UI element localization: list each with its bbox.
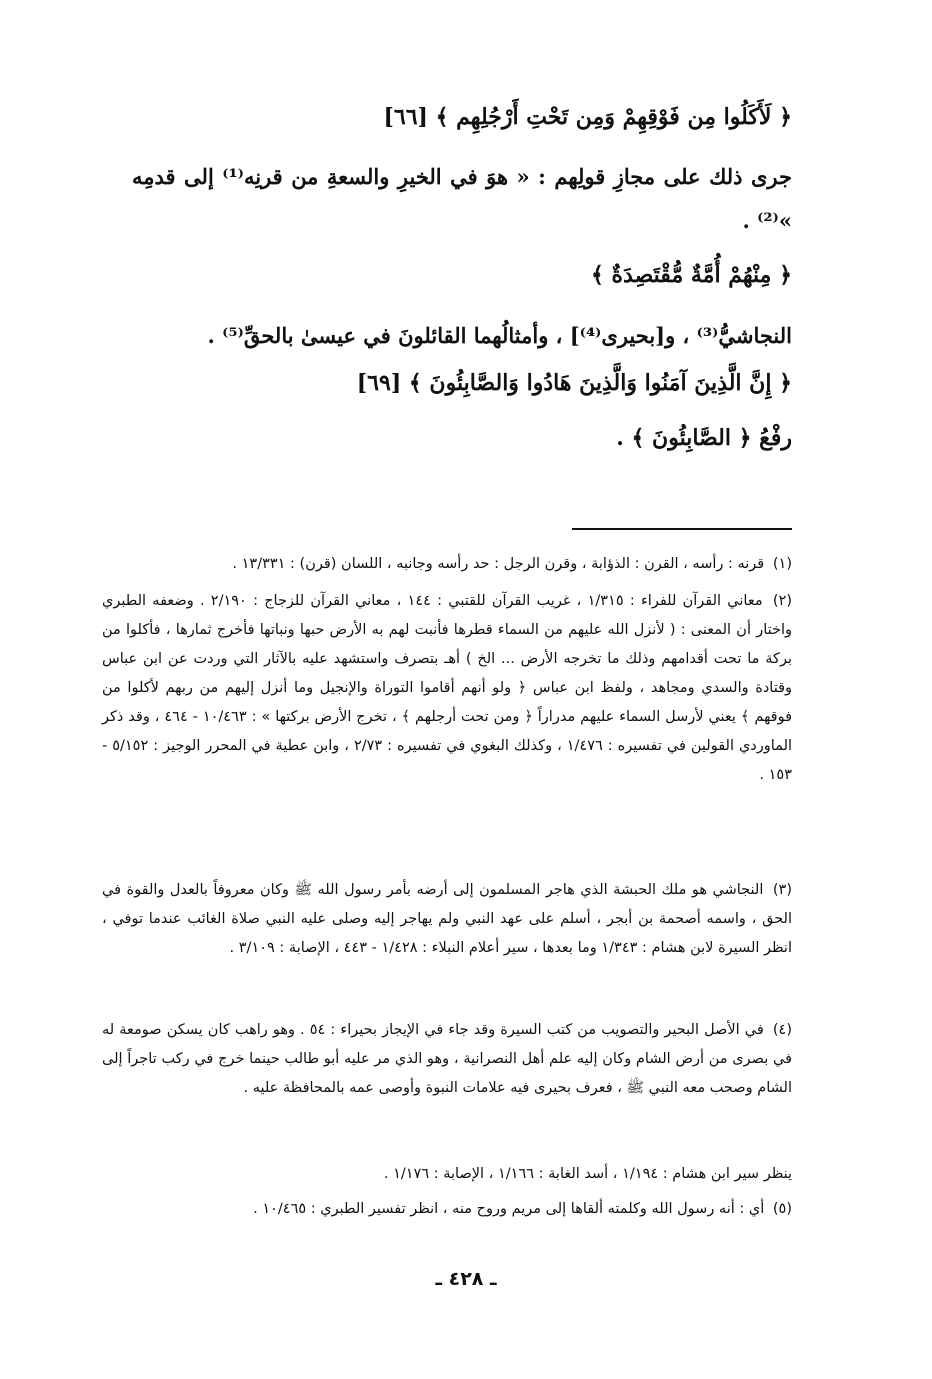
footnote-1: [102, 550, 792, 579]
quran-verse-66: ﴿ لَأَكَلُوا مِن فَوْقِهِمْ وَمِن تَحْتِ أَرْجُلِهِم ﴾ [٦٦]: [383, 104, 792, 130]
footnote-number: (١): [772, 556, 792, 572]
footnote-text: ينظر سير ابن هشام : ١/١٩٤ ، أسد الغابة : ١/١٦٦ ، الإصابة : ١/١٧٦ .: [383, 1166, 792, 1182]
footnote-text: أي : أنه رسول الله وكلمته ألقاها إلى مريم وروح منه ، انظر تفسير الطبري : ١٠/٤٦٥ .: [253, 1201, 765, 1217]
footnote-text: النجاشي هو ملك الحبشة الذي هاجر المسلمون إلى أرضه بأمر رسول الله ﷺ وكان معروفاً بالعدل والقوة في الحق ، واسمه أصحمة بن أبجر ، أسلم على عهد النبي ولم يهاجر إليه وصلى عليه النبي صلاة الغائب عندما توفي ، انظر السيرة لابن هشام : ١/٣٤٣ وما بعدها ، سير أعلام النبلاء : ١/٤٢٨ - ٤٤٣ ، الإصابة : ٣/١٠٩ .: [102, 882, 792, 956]
footnote-separator: [572, 528, 792, 530]
quran-verse-muqtasida: ﴿ مِنْهُمْ أُمَّةٌ مُّقْتَصِدَةٌ ﴾: [590, 262, 792, 288]
footnote-text: معاني القرآن للفراء : ١/٣١٥ ، غريب القرآن للقتبي : ١٤٤ ، معاني القرآن للزجاج : ٢/١٩٠ . وضعفه الطبري واختار أن المعنى : ( لأنزل الله عليهم من السماء قطرها فأنبت لهم به الأرض حبها ونباتها فأخرج ثمارها ، فأكلوا من بركة ما تحت أقدامهم وذلك ما تخرجه الأرض ... الخ ) أهـ بتصرف واستشهد عليه بالآثار التي وردت عن ابن عباس وقتادة والسدي ومجاهد ، ولفظ ابن عباس ﴿ ولو أنهم أقاموا التوراة والإنجيل وما أنزل إليهم من ربهم لأكلوا من فوقهم ﴾ يعني لأرسل السماء عليهم مدراراً ﴿ ومن تحت أرجلهم ﴾ ، تخرج الأرض بركتها » : ١٠/٤٦٣ - ٤٦٤ ، وقد ذكر الماوردي القولين في تفسيره : ١/٤٧٦ ، وكذلك البغوي في تفسيره : ٢/٧٣ ، وابن عطية في المحرر الوجيز : ٥/١٥٢ - ١٥٣ .: [102, 593, 793, 783]
main-paragraph-1: جرى ذلك على مجازِ قولِهم : « هوَ في الخيرِ والسعةِ من قرنِه⁽¹⁾ إلى قدمِه »⁽²⁾ .: [132, 164, 792, 233]
footnote-4: [102, 1016, 792, 1103]
footnote-number: (٤): [772, 1022, 792, 1038]
main-paragraph-2: النجاشيُّ⁽³⁾ ، و[بحيرى⁽⁴⁾] ، وأمثالُهما القائلونَ في عيسىٰ بالحقِّ⁽⁵⁾ .: [207, 323, 792, 348]
page-number: ـ ٤٢٨ ـ: [435, 1268, 497, 1290]
footnote-3: [102, 876, 792, 963]
footnote-number: (٥): [772, 1201, 792, 1217]
main-paragraph-3: رفْعُ ﴿ الصَّابِئُونَ ﴾ .: [616, 425, 792, 451]
footnote-5: [102, 1195, 792, 1224]
footnote-text: قرنه : رأسه ، القرن : الذؤابة ، وقرن الرجل : حد رأسه وجانبه ، اللسان (قرن) : ١٣/٣٣١ .: [232, 556, 765, 572]
footnote-2: [102, 587, 792, 790]
footnote-number: (٢): [772, 593, 792, 609]
footnote-text: في الأصل البحير والتصويب من كتب السيرة وقد جاء في الإيجاز بحيراء : ٥٤ . وهو راهب كان يسكن صومعة له في بصرى من أرض الشام وكان إليه علم أهل النصرانية ، وهو الذي مر عليه أبو طالب حينما خرج في ركب تاجراً إلى الشام وصحب معه النبي ﷺ ، فعرف بحيرى فيه علامات النبوة وأوصى عمه بالمحافظة عليه .: [102, 1022, 792, 1096]
footnote-number: (٣): [772, 882, 792, 898]
footnote-4-sources: [132, 1160, 792, 1189]
quran-verse-69: ﴿ إِنَّ الَّذِينَ آمَنُوا وَالَّذِينَ هَادُوا وَالصَّابِئُونَ ﴾ [٦٩]: [356, 370, 792, 396]
